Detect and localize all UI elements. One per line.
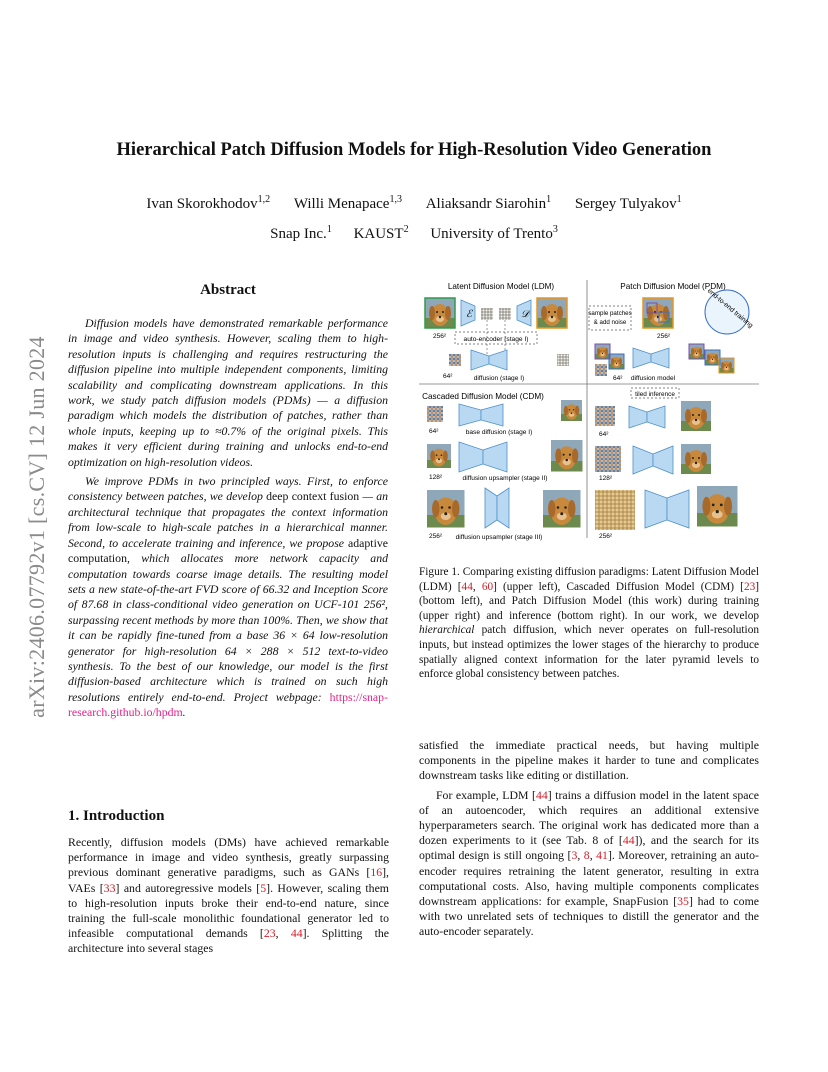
affiliation: Snap Inc.$^1$ xyxy=(270,224,332,242)
author: Willi Menapace$^{1,3}$ xyxy=(293,194,402,212)
abstract-body xyxy=(68,316,388,725)
output-image xyxy=(561,400,582,421)
citation-link[interactable]: 44 xyxy=(461,580,473,593)
upsampled-input xyxy=(427,444,451,468)
citation-link[interactable]: 44 xyxy=(535,787,548,802)
citation-link[interactable]: 5 xyxy=(260,880,267,895)
arxiv-id: arXiv:2406.07792v1 [cs.CV] 12 Jun 2024 xyxy=(24,336,49,718)
term-adaptive-computation: adaptive computation xyxy=(68,535,388,566)
output-image xyxy=(543,490,581,528)
pdm-title: Patch Diffusion Model (PDM) xyxy=(620,282,726,291)
citation-link[interactable]: 3 xyxy=(571,848,578,863)
patch xyxy=(595,344,610,359)
project-webpage-link[interactable]: https://snap-research.github.io/hpdm xyxy=(68,689,388,720)
right-paragraph-2: For example, LDM [44] trains a diffusion model in the latent space of an autoencoder, which requires an additional extensive hyperparameters search. The original work has dedicated more than a dozen experiments to it (see Tab. 8 of [44]), and the search for its optimal design is still ongoing [3, 8, 41]. Moreover, retraining an auto-encoder requires retraining the latent generator, resulting in extra computational costs. Also, having multiple components complicates downstream applications: for example, SnapFusion [35] had to come with two unrelated sets of techniques to distill the generator and the auto-encoder separately. xyxy=(419,787,760,939)
pdm-inference-panel xyxy=(595,388,738,540)
res-label: 256² xyxy=(657,333,671,340)
patch xyxy=(705,350,720,365)
latent-grid xyxy=(481,308,493,320)
diffusion-model-label: diffusion model xyxy=(630,375,676,382)
res-label: 64² xyxy=(429,428,439,435)
noise-latent xyxy=(449,354,461,366)
diffusion-unet xyxy=(633,348,651,368)
input-image xyxy=(425,298,455,328)
noise-input xyxy=(427,406,443,422)
sample-patches-label: sample patches xyxy=(588,310,632,317)
diffusion-unet xyxy=(459,404,481,426)
figure-1-diagram xyxy=(419,276,759,542)
diffusion-stage-label: diffusion (stage I) xyxy=(473,375,525,382)
autoencoder-label: auto-encoder (stage I) xyxy=(463,336,529,343)
output-image xyxy=(551,440,583,472)
diffusion-unet xyxy=(629,406,647,428)
res-label: 128² xyxy=(599,475,613,482)
patch xyxy=(689,344,704,359)
citation-link[interactable]: 60 xyxy=(481,580,494,593)
author: Sergey Tulyakov$^1$ xyxy=(574,194,682,212)
tiled-noise-input xyxy=(595,490,635,530)
res-label: 128² xyxy=(429,474,443,481)
diffusion-unet xyxy=(485,488,497,528)
ldm-panel xyxy=(425,298,569,382)
right-column-body xyxy=(419,738,759,944)
citation-link[interactable]: 35 xyxy=(677,894,689,909)
end-to-end-label: end-to-end training xyxy=(705,287,754,330)
paper-title: Hierarchical Patch Diffusion Models for High-Resolution Video Generation xyxy=(116,140,712,160)
affiliation: University of Trento$^3$ xyxy=(430,224,558,242)
citation-link[interactable]: 41 xyxy=(596,848,608,863)
citation-link[interactable]: 23 xyxy=(743,580,756,593)
output-image xyxy=(537,298,567,328)
emphasis-hierarchical: hierarchical xyxy=(419,624,475,637)
res-label: 256² xyxy=(433,333,447,340)
author: Ivan Skorokhodov$^{1,2}$ xyxy=(146,194,271,212)
patch xyxy=(719,358,734,373)
abstract-paragraph-1: Diffusion models have demonstrated remarkable performance in image and video synthesis. However, scaling them to high-resolution inputs is challenging and requires restructuring the diffusion pipeline into multiple independent components, limiting scalability and complicating downstream applications. In this work, we study patch diffusion models (PDMs) — a diffusion paradigm which models the distribution of patches, rather than whole inputs, keeping up to ≈0.7% of the original pixels. This makes it very efficient during training and unlocks end-to-end optimization on high-resolution videos. xyxy=(68,316,388,469)
abstract-heading: Abstract xyxy=(200,282,256,298)
affiliation: KAUST$^2$ xyxy=(353,224,409,242)
diffusion-unet xyxy=(645,490,667,528)
introduction-body xyxy=(68,835,389,957)
res-label: 256² xyxy=(429,533,443,540)
res-label: 64² xyxy=(613,375,623,382)
citation-link[interactable]: 33 xyxy=(103,880,116,895)
upsampled-input xyxy=(427,490,465,528)
figure-1-caption: Figure 1. Comparing existing diffusion paradigms: Latent Diffusion Model (LDM) [44, 60] (upper left), Cascaded Diffusion Model (CDM) [23] (bottom left), and Patch Diffusion Model (this work) during training (upper right) and inference (bottom right). In our work, we develop hierarchical patch diffusion, which never operates on full-resolution inputs, but instead optimizes the lower stages of the hierarchy to produce spatially aligned context information for the later pyramid levels to enforce global consistency between patches. xyxy=(419,566,760,681)
citation-link[interactable]: 44 xyxy=(622,833,635,848)
pdm-training-panel xyxy=(588,288,754,382)
author-list xyxy=(0,196,828,213)
intro-paragraph: Recently, diffusion models (DMs) have achieved remarkable performance in image and video synthesis, greatly surpassing previous dominant generative paradigms, such as GANs [16], VAEs [33] and autoregressive models [5]. However, scaling them to high-resolution inputs broke their end-to-end nature, since training the full-scale monolithic foundational generator led to infeasible computational demands [23, 44]. Splitting the architecture into several stages xyxy=(68,835,389,956)
patch xyxy=(609,354,624,369)
base-diffusion-label: base diffusion (stage I) xyxy=(465,429,533,436)
decoder-symbol: 𝒟 xyxy=(521,309,529,320)
add-noise-label: & add noise xyxy=(593,319,627,326)
output-image xyxy=(681,401,711,431)
diagram-svg xyxy=(419,276,759,542)
upsampler-3-label: diffusion upsampler (stage III) xyxy=(455,534,543,541)
latent-grid xyxy=(557,354,569,366)
upsampler-2-label: diffusion upsampler (stage II) xyxy=(462,475,548,482)
cdm-title: Cascaded Diffusion Model (CDM) xyxy=(422,392,544,401)
encoder-symbol: ℰ xyxy=(466,309,473,320)
latent-grid xyxy=(499,308,511,320)
author: Aliaksandr Siarohin$^1$ xyxy=(425,194,552,212)
section-heading-introduction: 1. Introduction xyxy=(68,808,165,824)
diffusion-unet xyxy=(471,350,489,370)
res-label: 64² xyxy=(443,373,453,380)
noise-patch xyxy=(595,364,607,376)
term-deep-context-fusion: deep context fusion xyxy=(266,489,360,504)
citation-link[interactable]: 23 xyxy=(263,926,276,941)
citation-link[interactable]: 16 xyxy=(370,865,383,880)
noise-input xyxy=(595,406,615,426)
diffusion-unet xyxy=(633,446,653,474)
noise-input xyxy=(595,446,621,472)
affiliation-list xyxy=(0,226,828,243)
citation-link[interactable]: 8 xyxy=(583,848,590,863)
arxiv-stamp xyxy=(20,292,54,762)
res-label: 256² xyxy=(599,533,613,540)
res-label: 64² xyxy=(599,431,609,438)
right-paragraph-1: satisfied the immediate practical needs, but having multiple components in the pipeline makes it harder to tune and complicates downstream tasks like editing or distillation. xyxy=(419,738,759,783)
output-image xyxy=(697,486,738,527)
abstract-paragraph-2: We improve PDMs in two principled ways. First, to enforce consistency between patches, we develop deep context fusion — an architectural technique that propagates the context information from low-scale to high-scale patches in a hierarchical manner. Second, to accelerate training and inference, we propose adaptive computation, which allocates more network capacity and computation towards coarse image details. The resulting model sets a new state-of-the-art FVD score of 66.32 and Inception Score of 87.68 in class-conditional video generation on UCF-101 256², surpassing recent methods by more than 100%. Then, we show that it can be rapidly fine-tuned from a base 36 × 64 low-resolution generator for high-resolution 64 × 288 × 512 text-to-video synthesis. To the best of our knowledge, our model is the first diffusion-based architecture which is trained on such high resolutions entirely end-to-end. Project webpage: https://snap-research.github.io/hpdm. xyxy=(68,474,389,720)
output-image xyxy=(681,444,711,474)
ldm-title: Latent Diffusion Model (LDM) xyxy=(447,282,555,291)
tiled-inference-label: tiled inference xyxy=(635,391,675,398)
citation-link[interactable]: 44 xyxy=(290,926,303,941)
diffusion-unet xyxy=(459,442,483,472)
cdm-panel xyxy=(427,400,583,541)
